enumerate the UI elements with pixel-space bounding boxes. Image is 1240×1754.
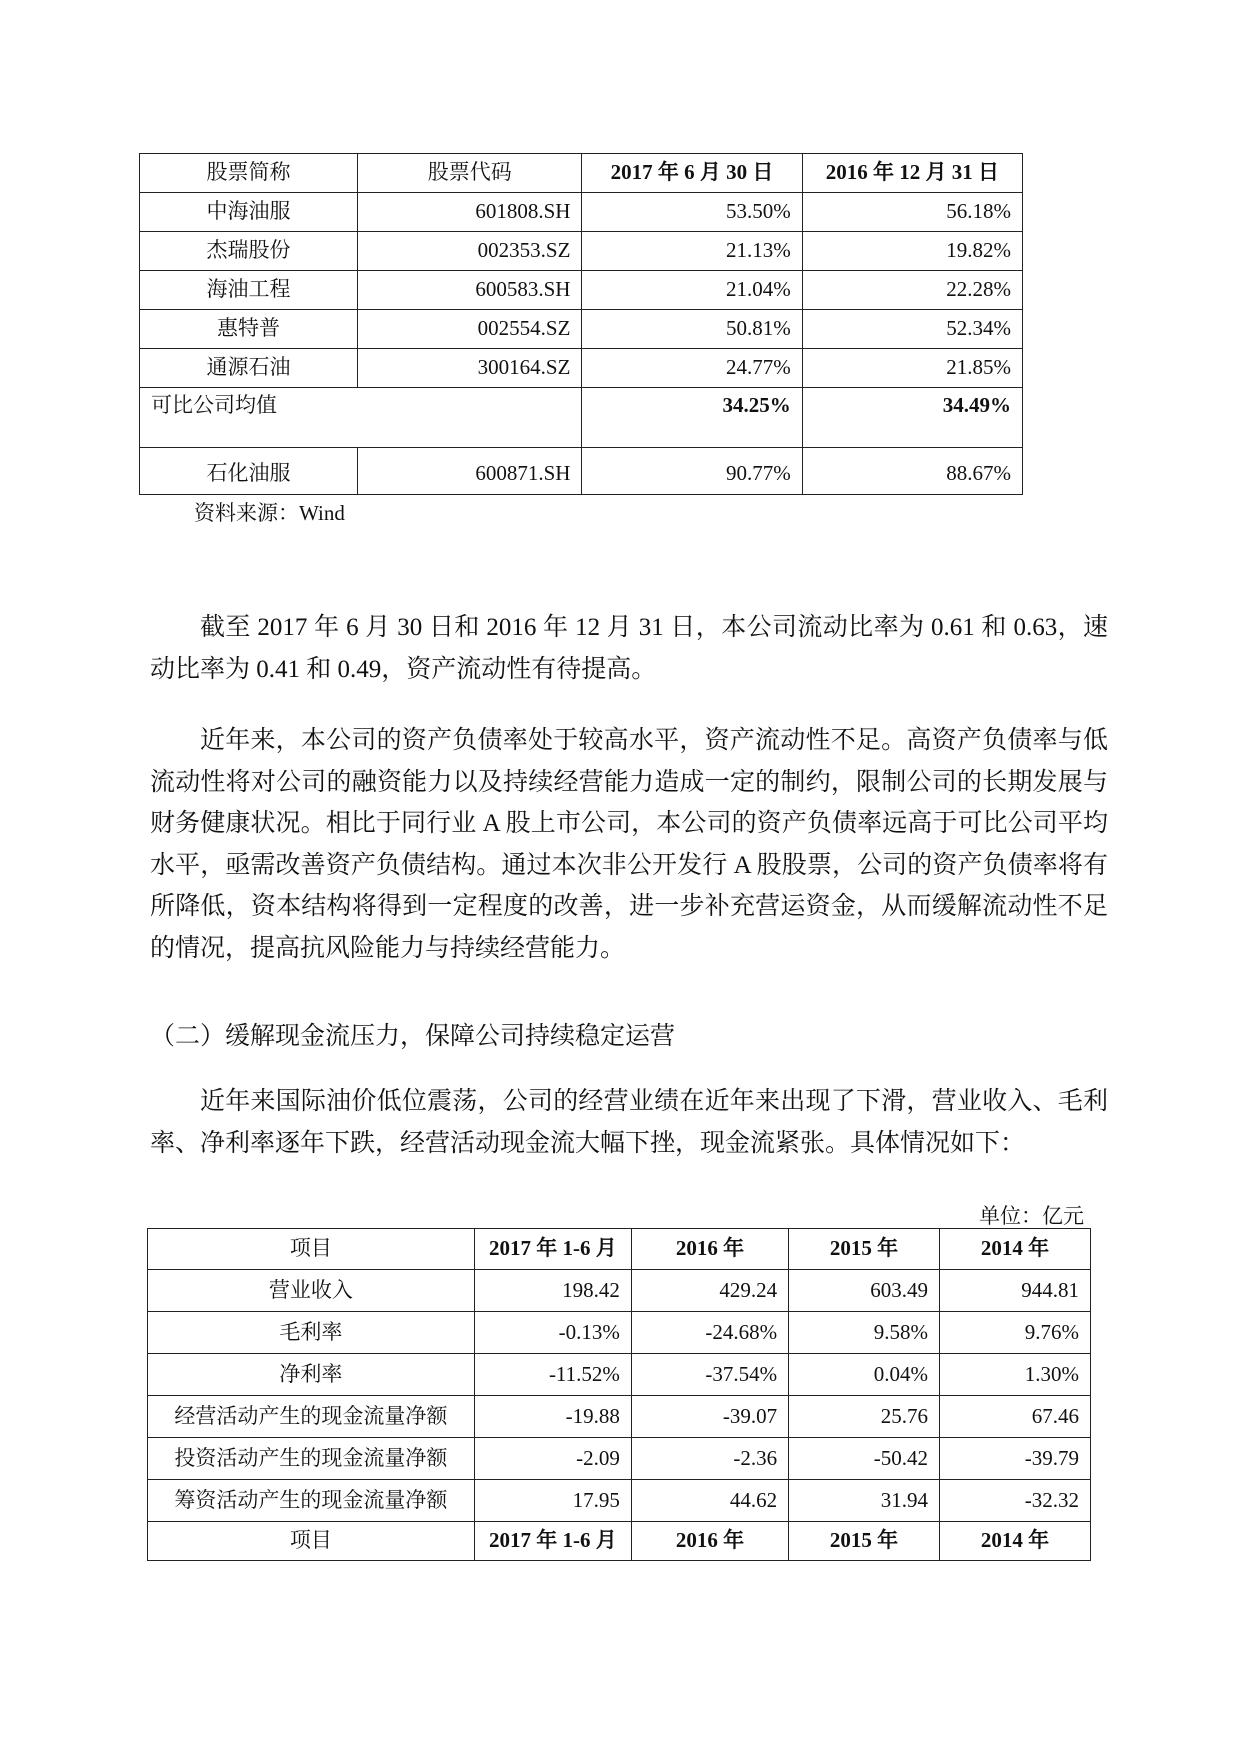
table-footer-row xyxy=(148,1522,1091,1561)
cell: 投资活动产生的现金流量净额 xyxy=(148,1438,475,1480)
cell: 002353.SZ xyxy=(358,232,582,271)
cell: -32.32 xyxy=(940,1480,1091,1522)
table-row xyxy=(140,310,1023,349)
cell: 21.13% xyxy=(582,232,802,271)
cell: -39.79 xyxy=(940,1438,1091,1480)
table-row xyxy=(148,1396,1091,1438)
table-row xyxy=(148,1438,1091,1480)
cell: -2.09 xyxy=(474,1438,631,1480)
cell: 67.46 xyxy=(940,1396,1091,1438)
cell: 0.04% xyxy=(789,1354,940,1396)
cell: 1.30% xyxy=(940,1354,1091,1396)
cell: 31.94 xyxy=(789,1480,940,1522)
cell: 22.28% xyxy=(802,271,1022,310)
cell: -0.13% xyxy=(474,1312,631,1354)
average-label: 可比公司均值 xyxy=(140,388,582,448)
table-row xyxy=(148,1312,1091,1354)
cell: 筹资活动产生的现金流量净额 xyxy=(148,1480,475,1522)
header-cell: 2016 年 12 月 31 日 xyxy=(802,154,1022,193)
footer-cell: 2015 年 xyxy=(789,1522,940,1561)
cell: 88.67% xyxy=(802,448,1022,495)
cell: 24.77% xyxy=(582,349,802,388)
table-row xyxy=(140,232,1023,271)
cell: 603.49 xyxy=(789,1270,940,1312)
cell: 52.34% xyxy=(802,310,1022,349)
table-source: 资料来源：Wind xyxy=(194,501,345,525)
average-row xyxy=(140,388,1023,448)
table-row xyxy=(140,271,1023,310)
cell: 198.42 xyxy=(474,1270,631,1312)
table-row xyxy=(148,1480,1091,1522)
cell: 53.50% xyxy=(582,193,802,232)
header-cell: 项目 xyxy=(148,1229,475,1270)
paragraph-liquidity-ratios: 截至 2017 年 6 月 30 日和 2016 年 12 月 31 日，本公司流动比率为 0.61 和 0.63，速动比率为 0.41 和 0.49，资产流动性有待提高。 xyxy=(150,614,1108,683)
cell: 营业收入 xyxy=(148,1270,475,1312)
cell: 300164.SZ xyxy=(358,349,582,388)
header-cell: 2016 年 xyxy=(631,1229,788,1270)
header-cell: 2017 年 1-6 月 xyxy=(474,1229,631,1270)
cell: 25.76 xyxy=(789,1396,940,1438)
cell: -37.54% xyxy=(631,1354,788,1396)
peer-ratio-table xyxy=(139,153,1023,495)
cell: 海油工程 xyxy=(140,271,358,310)
cell: 600583.SH xyxy=(358,271,582,310)
cell: 9.58% xyxy=(789,1312,940,1354)
cell: 经营活动产生的现金流量净额 xyxy=(148,1396,475,1438)
cell: 90.77% xyxy=(582,448,802,495)
cell: 601808.SH xyxy=(358,193,582,232)
table-row xyxy=(148,1270,1091,1312)
paragraph-cashflow: 近年来国际油价低位震荡，公司的经营业绩在近年来出现了下滑，营业收入、毛利率、净利率逐年下跌，经营活动现金流大幅下挫，现金流紧张。具体情况如下： xyxy=(150,1088,1108,1157)
cell: 净利率 xyxy=(148,1354,475,1396)
header-cell: 2017 年 6 月 30 日 xyxy=(582,154,802,193)
cell: 9.76% xyxy=(940,1312,1091,1354)
cell: 50.81% xyxy=(582,310,802,349)
cell: -50.42 xyxy=(789,1438,940,1480)
cell: 429.24 xyxy=(631,1270,788,1312)
cell: -2.36 xyxy=(631,1438,788,1480)
header-cell: 股票简称 xyxy=(140,154,358,193)
table-row xyxy=(148,1354,1091,1396)
table-header-row xyxy=(140,154,1023,193)
section-heading: （二）缓解现金流压力，保障公司持续稳定运营 xyxy=(150,1023,676,1050)
cell: 944.81 xyxy=(940,1270,1091,1312)
cell: 56.18% xyxy=(802,193,1022,232)
paragraph-debt-ratio: 近年来，本公司的资产负债率处于较高水平，资产流动性不足。高资产负债率与低流动性将对公司的融资能力以及持续经营能力造成一定的制约，限制公司的长期发展与财务健康状况。相比于同行业 A 股上市公司，本公司的资产负债率远高于可比公司平均水平，亟需改善资产负债结构。通过本次非公开发行 A 股股票，公司的资产负债率将有所降低，资本结构将得到一定程度的改善，进一步补充营运资金，从而缓解流动性不足的情况，提高抗风险能力与持续经营能力。 xyxy=(150,727,1108,962)
cell: -39.07 xyxy=(631,1396,788,1438)
cell: 毛利率 xyxy=(148,1312,475,1354)
table-header-row xyxy=(148,1229,1091,1270)
cell: 中海油服 xyxy=(140,193,358,232)
cell: 19.82% xyxy=(802,232,1022,271)
cell: 17.95 xyxy=(474,1480,631,1522)
footer-cell: 2016 年 xyxy=(631,1522,788,1561)
unit-label: 单位：亿元 xyxy=(979,1204,1084,1228)
table-row xyxy=(140,193,1023,232)
cell: 惠特普 xyxy=(140,310,358,349)
cell: 600871.SH xyxy=(358,448,582,495)
cell: -11.52% xyxy=(474,1354,631,1396)
cell: 44.62 xyxy=(631,1480,788,1522)
header-cell: 2015 年 xyxy=(789,1229,940,1270)
table-row xyxy=(140,349,1023,388)
cell: 杰瑞股份 xyxy=(140,232,358,271)
cell: 石化油服 xyxy=(140,448,358,495)
cell: -24.68% xyxy=(631,1312,788,1354)
cell: 通源石油 xyxy=(140,349,358,388)
cell: 21.04% xyxy=(582,271,802,310)
footer-cell: 项目 xyxy=(148,1522,475,1561)
header-cell: 2014 年 xyxy=(940,1229,1091,1270)
cell: -19.88 xyxy=(474,1396,631,1438)
footer-cell: 2017 年 1-6 月 xyxy=(474,1522,631,1561)
average-2017: 34.25% xyxy=(582,388,802,448)
cell: 21.85% xyxy=(802,349,1022,388)
header-cell: 股票代码 xyxy=(358,154,582,193)
cell: 002554.SZ xyxy=(358,310,582,349)
company-row xyxy=(140,448,1023,495)
financial-summary-table xyxy=(147,1228,1091,1561)
footer-cell: 2014 年 xyxy=(940,1522,1091,1561)
average-2016: 34.49% xyxy=(802,388,1022,448)
